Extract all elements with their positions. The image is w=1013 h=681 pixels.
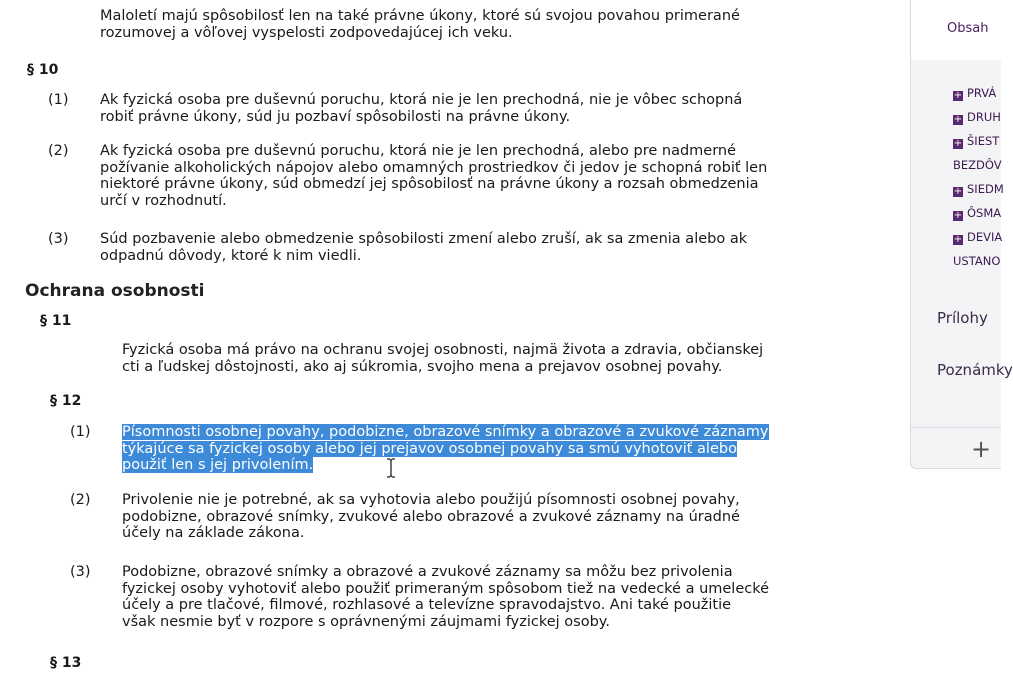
paragraph-s12-3 [122, 564, 812, 630]
sidebar-title-obsah[interactable]: Obsah [947, 21, 989, 36]
section-heading-s12: § 12 [50, 393, 82, 409]
add-button[interactable]: + [971, 435, 992, 463]
item-number: (1) [48, 92, 69, 108]
item-number: (2) [70, 492, 91, 508]
text-line: účely a pre tlačové, filmové, rozhlasové a televízne spravodajstvo. Ani také použitie [122, 597, 732, 613]
toc-item-label: PRVÁ [967, 86, 997, 100]
paragraph-s10-1 [100, 92, 812, 125]
section-heading-s13: § 13 [50, 655, 82, 671]
toc-item-label: USTANO [953, 254, 1001, 268]
toc-item[interactable] [953, 110, 1001, 125]
text-line[interactable] [122, 457, 812, 474]
text-line[interactable] [122, 424, 812, 441]
text-cursor-icon [386, 458, 396, 478]
item-number: (3) [70, 564, 91, 580]
text-line: Privolenie nie je potrebné, ak sa vyhotovia alebo použijú písomnosti osobnej povahy, [122, 492, 740, 508]
item-number: (3) [48, 231, 69, 247]
section-title: Ochrana osobnosti [25, 281, 205, 301]
toc-item[interactable] [953, 206, 1001, 221]
paragraph-s12-2 [122, 492, 812, 542]
text-line: fyzickej osoby vyhotoviť alebo použiť primeraným spôsobom tiež na vedecké a umelecké [122, 580, 770, 597]
text-selection[interactable]: týkajúce sa fyzickej osoby alebo jej prejavov osobnej povahy sa smú vyhotoviť alebo [122, 440, 737, 457]
item-number: (1) [70, 424, 91, 440]
text-line: niektoré právne úkony, súd obmedzí jej spôsobilosť na právne úkony a rozsah obmedzenia [100, 176, 759, 192]
text-line: Fyzická osoba má právo na ochranu svojej osobnosti, najmä života a zdravia, občianskej [122, 342, 764, 358]
toc-item-label: DRUH [967, 110, 1001, 124]
expand-icon[interactable]: + [953, 234, 963, 245]
text-line: však nesmie byť v rozpore s oprávnenými záujmami fyzickej osoby. [122, 613, 610, 630]
text-line: Maloletí majú spôsobilosť len na také právne úkony, ktoré sú svojou povahou primerané [100, 8, 740, 24]
toc-item-label: SIEDM [967, 182, 1004, 196]
text-line: požívanie alkoholických nápojov alebo omamných prostriedkov či jedov je schopná robiť len [100, 159, 768, 176]
sidebar-link-poznamky[interactable]: Poznámky [937, 361, 1013, 379]
text-line: odpadnú dôvody, ktoré k nim viedli. [100, 247, 362, 264]
text-line: určí v rozhodnutí. [100, 192, 227, 209]
text-line: Podobizne, obrazové snímky a obrazové a zvukové záznamy sa môžu bez privolenia [122, 564, 733, 580]
sidebar-link-prilohy[interactable]: Prílohy [937, 309, 988, 327]
text-line: robiť právne úkony, súd ju pozbaví spôsobilosti na právne úkony. [100, 108, 571, 125]
text-line: účely na základe zákona. [122, 525, 305, 541]
text-line: podobizne, obrazové snímky, zvukové alebo obrazové a zvukové záznamy na úradné [122, 508, 740, 525]
text-line: Ak fyzická osoba pre duševnú poruchu, ktorá nie je len prechodná, alebo pre nadmerné [100, 143, 737, 159]
text-selection[interactable]: použiť len s jej privolením. [122, 457, 314, 473]
toc-item[interactable] [953, 86, 996, 101]
divider [911, 427, 1001, 428]
text-line[interactable] [122, 441, 812, 458]
toc-item-label: BEZDÔV [953, 158, 1002, 172]
expand-icon[interactable]: + [953, 186, 963, 197]
paragraph-s11 [122, 342, 812, 375]
expand-icon[interactable]: + [953, 210, 963, 221]
toc-item-label: ŠIEST [967, 134, 1000, 148]
section-heading-s10: § 10 [27, 62, 59, 78]
item-number: (2) [48, 143, 69, 159]
toc-item[interactable] [953, 230, 1002, 245]
text-selection[interactable]: Písomnosti osobnej povahy, podobizne, obrazové snímky a obrazové a zvukové záznamy [122, 424, 769, 440]
text-line: cti a ľudskej dôstojnosti, ako aj súkromia, svojho mena a prejavov osobnej povahy. [122, 358, 723, 375]
paragraph-s10-2 [100, 143, 812, 209]
section-heading-s11: § 11 [40, 313, 72, 329]
toc-item-label: DEVIA [967, 230, 1003, 244]
paragraph-s10-3 [100, 231, 812, 264]
toc-item-label: ÔSMA [967, 206, 1002, 220]
toc-item[interactable] [953, 158, 1002, 172]
paragraph-s12-1-selected[interactable] [122, 424, 812, 474]
expand-icon[interactable]: + [953, 90, 963, 101]
text-line: rozumovej a vôľovej vyspelosti zodpovedajúcej ich veku. [100, 24, 513, 41]
toc-item[interactable] [953, 254, 1000, 268]
expand-icon[interactable]: + [953, 138, 963, 149]
text-line: Ak fyzická osoba pre duševnú poruchu, ktorá nie je len prechodná, nie je vôbec schopná [100, 92, 743, 108]
toc-item[interactable] [953, 182, 1004, 197]
paragraph-intro [100, 8, 812, 41]
expand-icon[interactable]: + [953, 114, 963, 125]
toc-item[interactable] [953, 134, 999, 149]
text-line: Súd pozbavenie alebo obmedzenie spôsobilosti zmení alebo zruší, ak sa zmenia alebo ak [100, 231, 748, 247]
sidebar-panel [910, 0, 1013, 469]
